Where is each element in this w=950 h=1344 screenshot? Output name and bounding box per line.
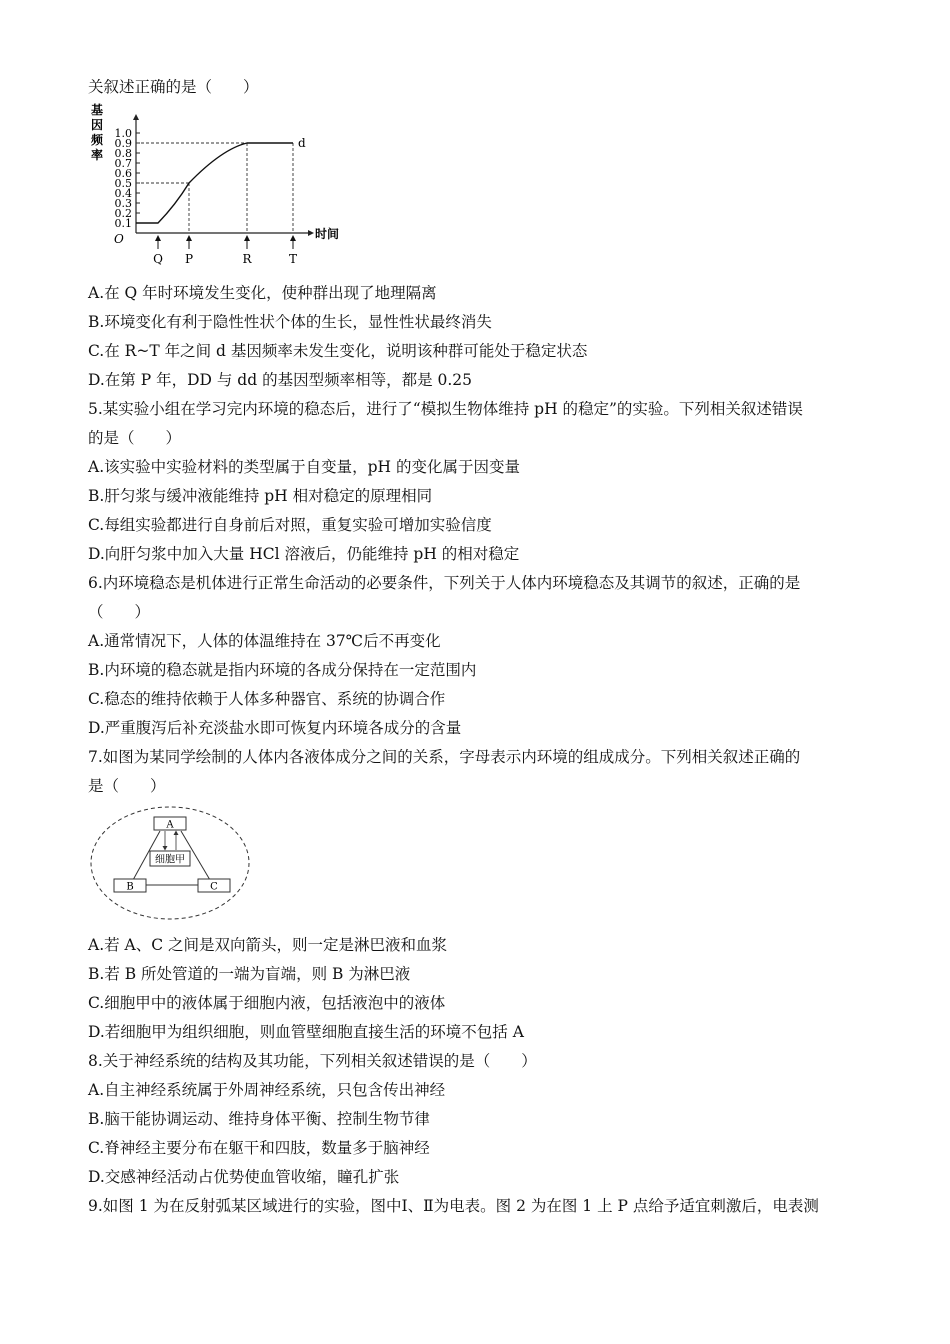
x-axis-arrowhead	[308, 230, 314, 236]
text-line: D.若细胞甲为组织细胞，则血管壁细胞直接生活的环境不包括 A	[88, 1023, 524, 1041]
text-line: C.每组实验都进行自身前后对照，重复实验可增加实验信度	[88, 516, 492, 534]
y-axis-label-char: 频	[91, 133, 104, 147]
y-tick-label: 0.8	[114, 147, 132, 160]
text-line: D.向肝匀浆中加入大量 HCl 溶液后，仍能维持 pH 的相对稳定	[88, 545, 520, 563]
series-d-label: d	[298, 136, 306, 150]
y-tick-label: 0.3	[114, 197, 132, 210]
marker-label-R: R	[242, 252, 252, 266]
text-line: 9.如图 1 为在反射弧某区域进行的实验，图中Ⅰ、Ⅱ为电表。图 2 为在图 1 上 P 点给予适宜刺激后，电表测	[88, 1197, 819, 1215]
text-line: 的是（ ）	[88, 429, 182, 447]
marker-arrowhead-P	[186, 235, 192, 241]
y-axis-label-char: 率	[91, 148, 104, 162]
cell-to-a-arrowhead	[174, 831, 179, 836]
series-d-curve	[136, 143, 293, 223]
body-fluid-diagram	[88, 803, 253, 923]
text-line: A.在 Q 年时环境发生变化，使种群出现了地理隔离	[88, 284, 437, 302]
text-line: B.环境变化有利于隐性性状个体的生长，显性性状最终消失	[88, 313, 492, 331]
y-axis-arrowhead	[133, 114, 139, 120]
text-line: 6.内环境稳态是机体进行正常生命活动的必要条件，下列关于人体内环境稳态及其调节的叙述，正确的是	[88, 574, 801, 592]
text-line: 5.某实验小组在学习完内环境的稳态后，进行了“模拟生物体维持 pH 的稳定”的实验。下列相关叙述错误	[88, 400, 803, 418]
text-line: D.严重腹泻后补充淡盐水即可恢复内环境各成分的含量	[88, 719, 462, 737]
a-to-cell-arrowhead	[163, 846, 168, 851]
text-line: A.若 A、C 之间是双向箭头，则一定是淋巴液和血浆	[88, 936, 448, 954]
text-line: C.细胞甲中的液体属于细胞内液，包括液泡中的液体	[88, 994, 446, 1012]
y-tick-label: 0.6	[114, 167, 132, 180]
text-line: B.若 B 所处管道的一端为盲端，则 B 为淋巴液	[88, 965, 411, 983]
text-line: D.在第 P 年，DD 与 dd 的基因型频率相等，都是 0.25	[88, 371, 473, 389]
text-line: B.脑干能协调运动、维持身体平衡、控制生物节律	[88, 1110, 430, 1128]
text-line: 8.关于神经系统的结构及其功能，下列相关叙述错误的是（ ）	[88, 1052, 537, 1070]
x-axis-label: 时间	[315, 227, 340, 241]
text-line: A.自主神经系统属于外周神经系统，只包含传出神经	[88, 1081, 446, 1099]
y-tick-label: 0.5	[114, 177, 132, 190]
gene-frequency-chart	[88, 102, 348, 268]
cell-jia-label: 细胞甲	[155, 854, 185, 866]
box-b-label: B	[126, 881, 134, 893]
box-c-label: C	[210, 881, 218, 893]
text-line: 是（ ）	[88, 777, 166, 795]
origin-label: O	[114, 232, 124, 246]
y-tick-label: 0.9	[114, 137, 132, 150]
text-line: C.在 R~T 年之间 d 基因频率未发生变化，说明该种群可能处于稳定状态	[88, 342, 588, 360]
marker-label-P: P	[184, 252, 194, 266]
y-tick-label: 0.4	[114, 187, 132, 200]
text-line: B.内环境的稳态就是指内环境的各成分保持在一定范围内	[88, 661, 477, 679]
text-line: 7.如图为某同学绘制的人体内各液体成分之间的关系，字母表示内环境的组成成分。下列相关叙述正确的	[88, 748, 801, 766]
marker-arrowhead-T	[290, 235, 296, 241]
text-line: 关叙述正确的是（ ）	[88, 78, 259, 96]
marker-arrowhead-R	[244, 235, 250, 241]
text-line: （ ）	[88, 603, 151, 621]
y-axis-label-char: 基	[91, 103, 104, 117]
y-tick-label: 0.2	[114, 207, 132, 220]
marker-arrowhead-Q	[155, 235, 161, 241]
y-tick-label: 0.1	[114, 217, 132, 230]
y-tick-label: 0.7	[114, 157, 132, 170]
y-tick-label: 1.0	[114, 127, 132, 140]
box-a-label: A	[166, 819, 174, 831]
text-line: A.该实验中实验材料的类型属于自变量，pH 的变化属于因变量	[88, 458, 520, 476]
y-axis-label-char: 因	[91, 118, 104, 132]
text-line: C.脊神经主要分布在躯干和四肢，数量多于脑神经	[88, 1139, 430, 1157]
text-line: C.稳态的维持依赖于人体多种器官、系统的协调合作	[88, 690, 446, 708]
text-line: D.交感神经活动占优势使血管收缩，瞳孔扩张	[88, 1168, 400, 1186]
text-line: B.肝匀浆与缓冲液能维持 pH 相对稳定的原理相同	[88, 487, 433, 505]
marker-label-Q: Q	[153, 252, 163, 266]
text-line: A.通常情况下，人体的体温维持在 37℃后不再变化	[88, 632, 441, 650]
marker-label-T: T	[288, 252, 298, 266]
